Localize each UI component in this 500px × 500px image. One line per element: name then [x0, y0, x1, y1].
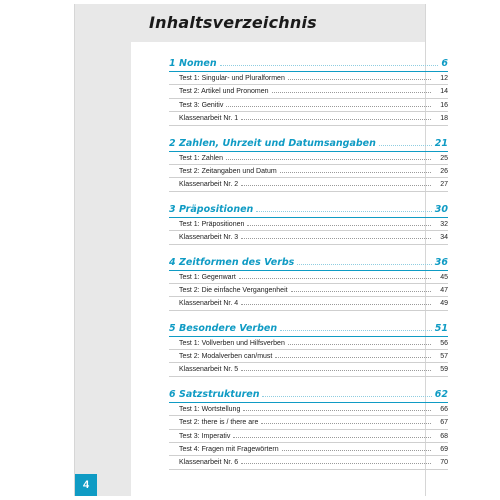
- toc-entry-page-number: 26: [440, 167, 448, 175]
- leader-dots: [282, 443, 431, 451]
- leader-dots: [288, 337, 431, 345]
- leader-dots: [241, 456, 431, 464]
- toc-entry-label: Test 3: Genitiv: [179, 101, 224, 109]
- page-title: Inhaltsverzeichnis: [149, 13, 317, 32]
- toc-entry-page-number: 68: [440, 432, 448, 440]
- chapter-4: [169, 257, 448, 311]
- toc-entry[interactable]: [169, 337, 448, 350]
- leader-dots: [261, 416, 431, 424]
- leader-dots: [280, 323, 432, 331]
- toc-entry-label: Test 1: Zahlen: [179, 154, 223, 162]
- toc-entry[interactable]: [169, 152, 448, 165]
- chapter-title: Zahlen, Uhrzeit und Datumsangaben: [179, 137, 376, 149]
- toc-entry[interactable]: [169, 72, 448, 85]
- chapter-title: Nomen: [179, 58, 217, 69]
- toc-entry-page-number: 34: [440, 234, 448, 242]
- toc-entry-label: Test 2: Zeitangaben und Datum: [179, 167, 277, 175]
- chapter-number: 2: [169, 137, 176, 149]
- toc-entry-label: Klassenarbeit Nr. 5: [179, 366, 239, 374]
- chapter-5: [169, 323, 448, 377]
- chapter-heading[interactable]: [169, 58, 448, 72]
- toc-entry-label: Klassenarbeit Nr. 2: [179, 181, 239, 189]
- toc-entry-label: Klassenarbeit Nr. 6: [179, 459, 239, 467]
- toc-entry-page-number: 57: [440, 353, 448, 361]
- leader-dots: [272, 85, 432, 93]
- toc-entry[interactable]: [169, 271, 448, 284]
- chapter-1: [169, 58, 448, 126]
- chapter-heading[interactable]: [169, 389, 448, 403]
- leader-dots: [241, 231, 431, 239]
- toc-entry-page-number: 67: [440, 419, 448, 427]
- leader-dots: [288, 72, 431, 80]
- leader-dots: [241, 112, 431, 120]
- leader-dots: [239, 271, 431, 279]
- toc-entry-page-number: 49: [440, 300, 448, 308]
- leader-dots: [262, 389, 431, 397]
- chapter-title: Präpositionen: [179, 203, 254, 215]
- chapter-page-number: 21: [434, 137, 448, 149]
- toc-entry-page-number: 59: [440, 366, 448, 374]
- toc-entry-page-number: 27: [440, 181, 448, 189]
- title-band: [75, 4, 425, 42]
- chapter-heading[interactable]: [169, 257, 448, 271]
- toc-entry-page-number: 70: [440, 459, 448, 467]
- toc-entry-page-number: 47: [440, 286, 448, 294]
- table-of-contents: [169, 58, 448, 482]
- toc-entry-label: Test 1: Präpositionen: [179, 220, 245, 228]
- toc-entry[interactable]: [169, 165, 448, 178]
- toc-entry[interactable]: [169, 218, 448, 231]
- chapter-number: 6: [169, 388, 176, 400]
- toc-entry-label: Test 2: there is / there are: [179, 419, 259, 427]
- chapter-page-number: 36: [434, 256, 448, 268]
- toc-entry[interactable]: [169, 297, 448, 310]
- chapter-3: [169, 204, 448, 245]
- toc-entry-label: Test 1: Singular- und Pluralformen: [179, 75, 285, 82]
- toc-entry-label: Test 1: Gegenwart: [179, 273, 236, 281]
- toc-entry[interactable]: [169, 416, 448, 429]
- toc-entry-label: Test 2: Modalverben can/must: [179, 353, 273, 361]
- leader-dots: [297, 257, 431, 265]
- toc-entry-page-number: 12: [440, 75, 448, 82]
- toc-entry[interactable]: [169, 403, 448, 416]
- leader-dots: [241, 297, 431, 305]
- toc-entry-label: Test 4: Fragen mit Fragewörtern: [179, 446, 279, 454]
- toc-entry[interactable]: [169, 178, 448, 191]
- book-page: [74, 4, 448, 496]
- leader-dots: [243, 403, 431, 411]
- toc-entry-label: Test 1: Vollverben und Hilfsverben: [179, 339, 285, 347]
- leader-dots: [379, 138, 432, 146]
- chapter-page-number: 6: [441, 58, 448, 69]
- leader-dots: [233, 430, 431, 438]
- chapter-title: Zeitformen des Verbs: [179, 256, 295, 268]
- leader-dots: [226, 152, 431, 160]
- leader-dots: [291, 284, 431, 292]
- leader-dots: [241, 178, 431, 186]
- toc-entry-page-number: 18: [440, 115, 448, 123]
- leader-dots: [280, 165, 431, 173]
- left-margin-band: [75, 42, 131, 496]
- toc-entry-label: Test 2: Die einfache Vergangenheit: [179, 286, 288, 294]
- toc-entry-page-number: 32: [440, 220, 448, 228]
- leader-dots: [275, 350, 431, 358]
- toc-entry[interactable]: [169, 443, 448, 456]
- toc-entry[interactable]: [169, 284, 448, 297]
- toc-entry-label: Test 3: Imperativ: [179, 432, 231, 440]
- chapter-number: 5: [169, 322, 176, 334]
- leader-dots: [241, 363, 431, 371]
- chapter-title: Besondere Verben: [179, 322, 278, 334]
- chapter-number: 3: [169, 203, 176, 215]
- toc-entry-page-number: 25: [440, 154, 448, 162]
- chapter-title: Satzstrukturen: [179, 388, 260, 400]
- chapter-heading[interactable]: [169, 204, 448, 218]
- chapter-page-number: 62: [434, 388, 448, 400]
- toc-entry[interactable]: [169, 85, 448, 98]
- toc-entry-page-number: 56: [440, 339, 448, 347]
- toc-entry[interactable]: [169, 112, 448, 125]
- toc-entry[interactable]: [169, 99, 448, 112]
- toc-entry[interactable]: [169, 430, 448, 443]
- toc-entry-label: Klassenarbeit Nr. 3: [179, 234, 239, 242]
- toc-entry-page-number: 14: [440, 88, 448, 96]
- toc-entry-page-number: 66: [440, 405, 448, 413]
- chapter-number: 4: [169, 256, 176, 268]
- chapter-number: 1: [169, 58, 176, 69]
- leader-dots: [220, 58, 439, 66]
- chapter-heading[interactable]: [169, 323, 448, 337]
- leader-dots: [247, 218, 431, 226]
- page-number: 4: [75, 474, 97, 496]
- toc-entry[interactable]: [169, 363, 448, 376]
- toc-entry[interactable]: [169, 350, 448, 363]
- toc-entry[interactable]: [169, 231, 448, 244]
- toc-entry-page-number: 16: [440, 101, 448, 109]
- chapter-heading[interactable]: [169, 138, 448, 152]
- toc-entry-label: Test 1: Wortstellung: [179, 405, 241, 413]
- toc-entry-label: Klassenarbeit Nr. 1: [179, 115, 239, 123]
- toc-entry-page-number: 45: [440, 273, 448, 281]
- leader-dots: [256, 204, 431, 212]
- toc-entry[interactable]: [169, 456, 448, 469]
- chapter-2: [169, 138, 448, 192]
- chapter-page-number: 51: [434, 322, 448, 334]
- leader-dots: [226, 99, 431, 107]
- chapter-6: [169, 389, 448, 470]
- toc-entry-label: Klassenarbeit Nr. 4: [179, 300, 239, 308]
- toc-entry-label: Test 2: Artikel und Pronomen: [179, 88, 269, 96]
- toc-entry-page-number: 69: [440, 446, 448, 454]
- chapter-page-number: 30: [434, 203, 448, 215]
